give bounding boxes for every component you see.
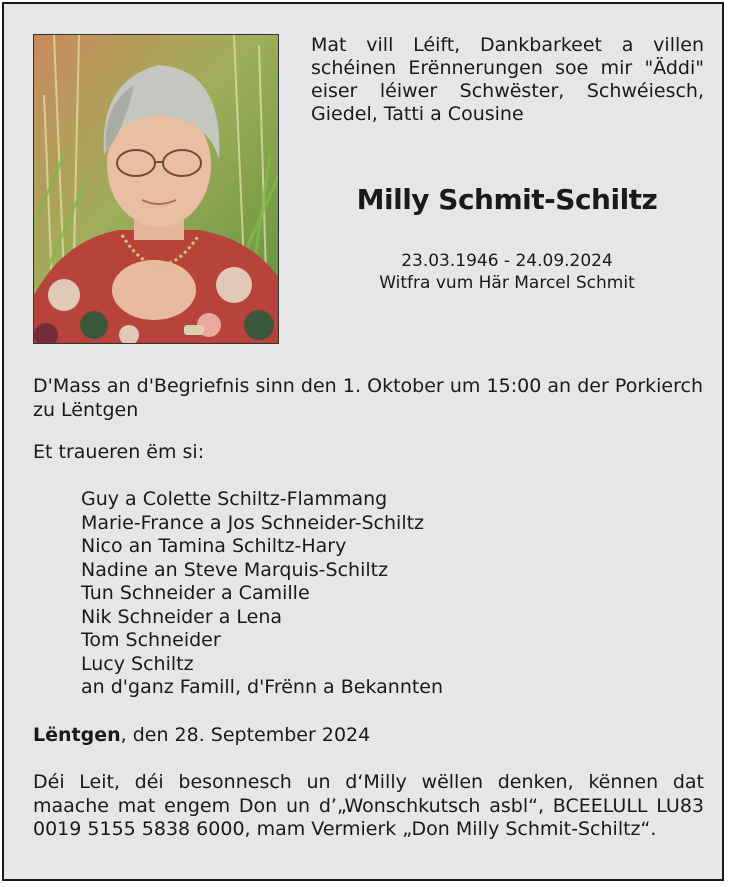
mourners-list	[81, 488, 443, 700]
deceased-name: Milly Schmit-Schiltz	[356, 183, 658, 216]
mourner-item: Nico an Tamina Schiltz-Hary	[81, 535, 347, 557]
mourner-item: Tun Schneider a Camille	[81, 582, 310, 604]
funeral-mass-info: D'Mass an d'Begriefnis sinn den 1. Oktober um 15:00 an der Porkierch zu Lëntgen	[33, 375, 703, 421]
life-info	[310, 250, 704, 294]
mourner-item: Marie-France a Jos Schneider-Schiltz	[81, 511, 425, 534]
place-name: Lëntgen	[33, 724, 121, 746]
life-dates: 23.03.1946 - 24.09.2024	[401, 251, 613, 271]
mourners-intro: Et traueren ëm si:	[33, 441, 205, 463]
place-date-line	[33, 723, 370, 747]
portrait-photo	[33, 34, 279, 344]
gratitude-text: Mat vill Léift, Dankbarkeet a villen schéinen Erënnerungen soe mir "Äddi" eiser léiwer Schwëster, Schwéiesch, Giedel, Tatti a Cousine	[311, 34, 704, 125]
obituary-notice	[2, 2, 724, 881]
mourner-item: Tom Schneider	[81, 629, 221, 651]
notice-date: , den 28. September 2024	[120, 724, 371, 746]
mourner-item: Nik Schneider a Lena	[81, 605, 283, 628]
mourner-item: an d'ganz Famill, d'Frënn a Bekannten	[81, 676, 444, 698]
mourner-item: Lucy Schiltz	[81, 652, 194, 675]
donation-info: Déi Leit, déi besonnesch un d‘Milly wëllen denken, kënnen dat maache mat engem Don un d’„Wonschkutsch asbl“, BCEELULL LU83 0019 5155 5838 6000, mam Vermierk „Don Milly Schmit-Schiltz“.	[33, 771, 704, 840]
widow-of: Witfra vum Här Marcel Schmit	[379, 273, 635, 293]
mourner-item: Nadine an Steve Marquis-Schiltz	[81, 558, 389, 581]
mourner-item: Guy a Colette Schiltz-Flammang	[81, 488, 388, 510]
